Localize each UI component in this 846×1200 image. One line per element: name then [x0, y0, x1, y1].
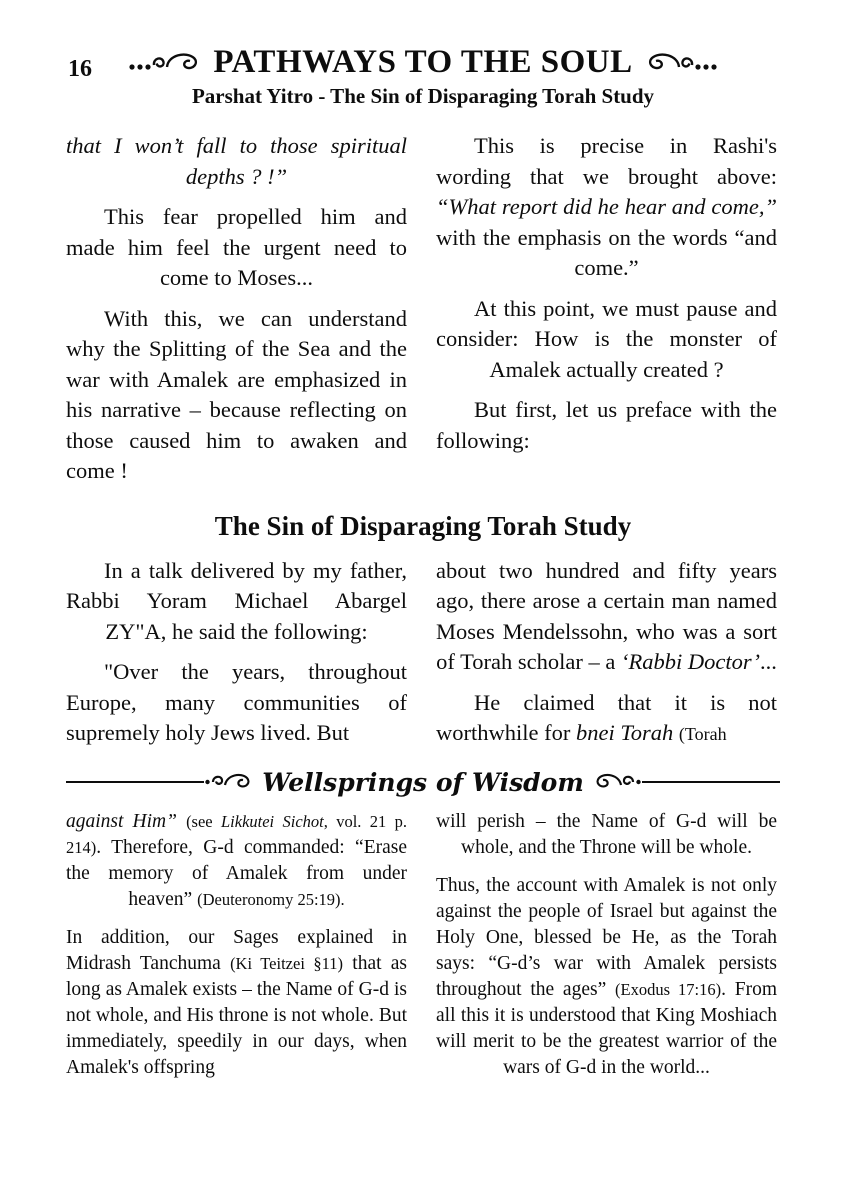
text-run: , vol. 21 p. 214) [66, 811, 407, 857]
text-run: With this, we can understand why the Splitting of the Sea and the war with Amalek are emphasized in his narrative – because reflecting on those caused him to awaken and come ! [66, 305, 407, 483]
paragraph [66, 925, 407, 1081]
text-run: against Him” [66, 810, 177, 832]
text-run: This is precise in Rashi's wording that we brought above: [436, 133, 777, 189]
book-title: PATHWAYS TO THE SOUL [213, 44, 633, 80]
text-run: In a talk delivered by my father, Rabbi Yoram Michael Abargel ZY"A, he said the following: [66, 557, 407, 644]
text-run: But first, let us preface with the following: [436, 397, 777, 453]
text-run: that as long as Amalek exists – the Name of G-d is not whole, and His throne is not whole. But immediately, speedily in our days, when Amalek's offspring [66, 952, 407, 1078]
text-run: In addition, our Sages explained in Midrash Tanchuma [66, 926, 407, 974]
title-row [66, 44, 780, 81]
paragraph [66, 809, 407, 913]
page-header [66, 44, 780, 109]
text-run: . From all this it is understood that King Moshiach will merit to be the greatest warrior of the wars of G-d in the world... [436, 978, 777, 1078]
paragraph [436, 873, 777, 1081]
text-run: Thus, the account with Amalek is not only against the people of Israel but against the Holy One, blessed be He, as the Torah says: “G-d’s war with Amalek persists throughout the ages” [436, 874, 777, 1000]
text-run: that I won’t fall to those spiritual depths ? !” [66, 133, 407, 189]
text-run: (see [186, 811, 221, 831]
text-run: ... [759, 649, 777, 674]
wellsprings-divider [66, 768, 780, 797]
text-run: . Therefore, G-d commanded: “Erase the memory of Amalek from under heaven” [66, 836, 407, 910]
divider-flourish-left-icon [204, 771, 258, 793]
page-number: 16 [68, 56, 92, 82]
divider-rule-right [642, 781, 780, 783]
paragraph [436, 688, 777, 750]
divider-flourish-right-icon [588, 771, 642, 793]
text-run: ‘Rabbi Doctor’ [621, 649, 760, 674]
section-right-column [436, 556, 777, 760]
text-run: (Torah [678, 724, 727, 744]
text-run: "Over the years, throughout Europe, many communities of supremely holy Jews lived. But [66, 659, 407, 745]
text-run: with the emphasis on the words “and come.” [436, 224, 777, 280]
main-text-columns [66, 131, 780, 497]
paragraph [66, 556, 407, 648]
section-left-column [66, 556, 407, 760]
title-flourish-right-icon [641, 50, 719, 76]
section-text-columns [66, 556, 780, 760]
paragraph [436, 294, 777, 386]
paragraph [66, 202, 407, 294]
footnote-left-column [66, 809, 407, 1093]
paragraph [66, 304, 407, 487]
text-run [177, 811, 186, 832]
chapter-subtitle: Parshat Yitro - The Sin of Disparaging Torah Study [191, 84, 655, 108]
paragraph [66, 657, 407, 749]
paragraph [436, 131, 777, 284]
title-flourish-left-icon [127, 50, 205, 76]
paragraph [436, 809, 777, 861]
text-run: about two hundred and fifty years ago, there arose a certain man named Moses Mendelssohn, who was a sort of Torah scholar – a [436, 557, 777, 674]
paragraph [436, 556, 777, 678]
main-right-column [436, 131, 777, 497]
text-run: Likkutei Sichot [220, 811, 324, 831]
text-run: (Deuteronomy 25:19). [197, 889, 345, 909]
paragraph [436, 395, 777, 456]
text-run: This fear propelled him and made him feel the urgent need to come to Moses... [66, 204, 407, 290]
divider-rule-left [66, 781, 204, 783]
text-run: “What report did he hear and come,” [436, 194, 777, 219]
footnote-right-column [436, 809, 777, 1093]
section-heading: The Sin of Disparaging Torah Study [214, 510, 632, 541]
text-run: (Exodus 17:16) [615, 979, 722, 999]
text-run: will perish – the Name of G-d will be whole, and the Throne will be whole. [436, 810, 777, 858]
text-run: bnei Torah [575, 720, 674, 745]
main-left-column [66, 131, 407, 497]
text-run: (Ki Teitzei §11) [230, 953, 344, 973]
paragraph [66, 131, 407, 192]
text-run: He claimed that it is not worthwhile for [436, 689, 777, 745]
footnote-columns [66, 809, 780, 1093]
divider-title: Wellsprings of Wisdom [262, 767, 584, 797]
text-run: At this point, we must pause and consider: How is the monster of Amalek actually created ? [436, 295, 777, 382]
